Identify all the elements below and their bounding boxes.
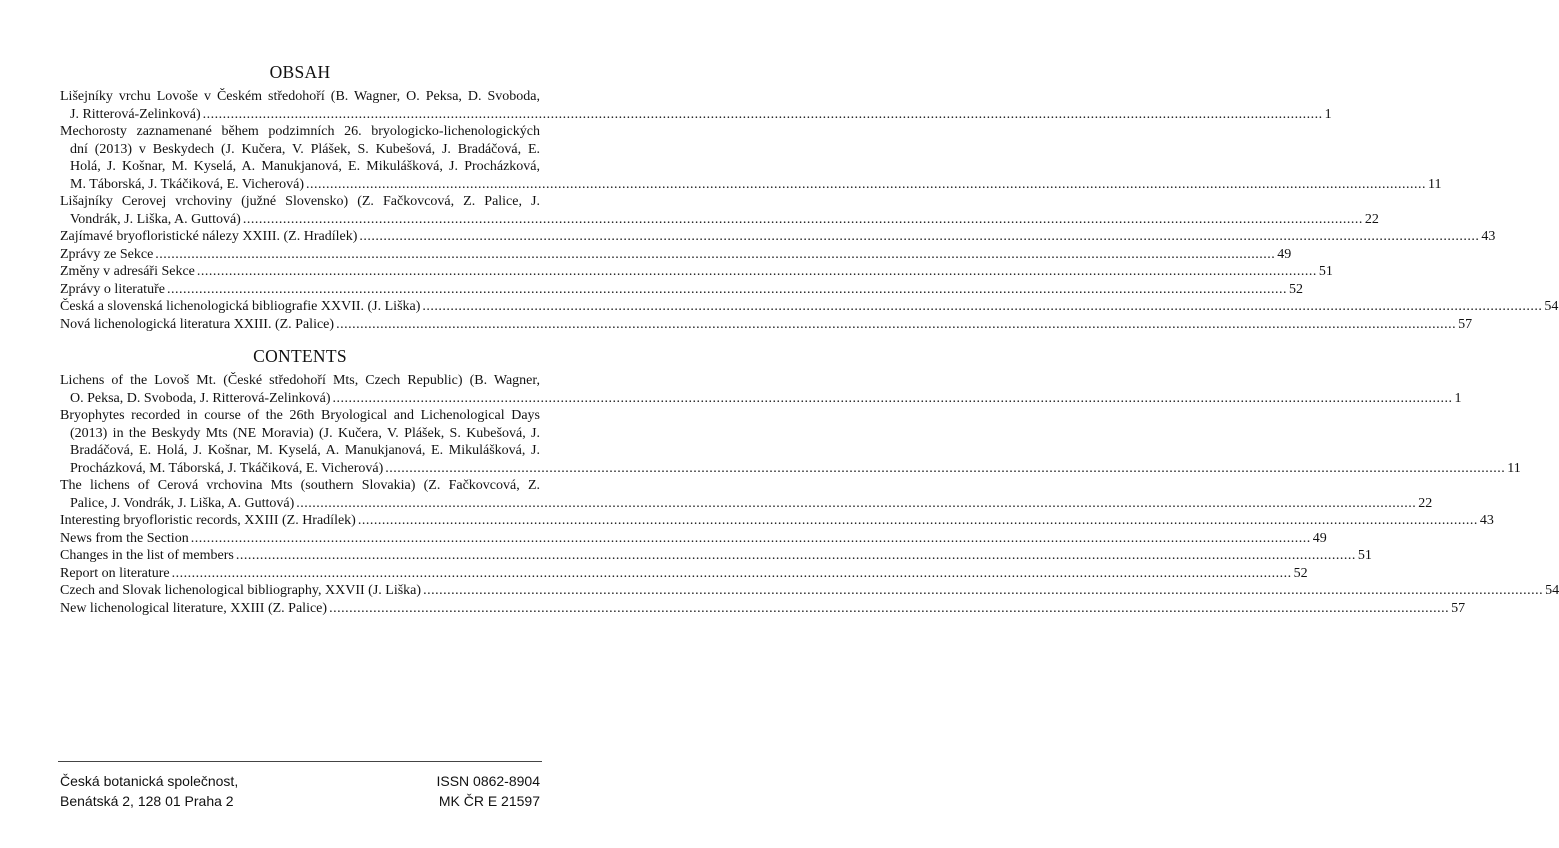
page-number: 22 [1364,211,1379,227]
entry-title: Česká a slovenská lichenologická bibliografie XXVII. (J. Liška) [60,299,421,314]
entry-title: M. Táborská, J. Tkáčiková, E. Vicherová) [70,176,304,192]
issn: ISSN 0862-8904 [436,773,540,789]
toc-entry [60,565,1308,583]
registration-number: MK ČR E 21597 [438,793,540,809]
dot-leader [243,211,1363,229]
dot-leader [422,298,1542,316]
publisher-street: Benátská 2, 128 01 Praha 2 [60,793,234,809]
page-number: 11 [1428,176,1442,192]
dot-leader [385,460,1505,478]
obsah-heading: OBSAH [269,62,331,82]
dot-leader [333,390,1453,408]
entry-title-line: (2013) in the Beskydy Mts (NE Moravia) (J. Kučera, V. Plášek, S. Kubešová, J. [70,425,540,441]
entry-title: News from the Section [60,530,189,546]
footer-divider [58,761,542,762]
entry-title: Zajímavé bryofloristické nálezy XXIII. (Z. Hradílek) [60,229,358,244]
page-number: 49 [1277,246,1292,262]
page-number: 57 [1458,316,1473,332]
entry-title-line: dní (2013) v Beskydech (J. Kučera, V. Plášek, S. Kubešová, J. Bradáčová, E. [70,141,540,157]
dot-leader [423,582,1543,600]
page-number: 43 [1481,229,1496,244]
dot-leader [155,246,1275,264]
entry-title: Změny v adresáři Sekce [60,264,195,279]
dot-leader [306,176,1426,194]
entry-title-line: Lišejníky vrchu Lovoše v Českém středohoří (B. Wagner, O. Peksa, D. Svoboda, [60,89,540,104]
toc-entry [60,372,1462,407]
entry-title: Czech and Slovak lichenological bibliography, XXVII (J. Liška) [60,583,422,598]
entry-title: Nová lichenologická literatura XXIII. (Z. Palice) [60,316,335,332]
entry-title: Vondrák, J. Liška, A. Guttová) [70,211,241,227]
page-number: 43 [1479,513,1494,528]
entry-title: Zprávy ze Sekce [60,246,154,262]
toc-entry [60,88,1332,123]
entry-title: New lichenological literature, XXIII (Z. Palice) [60,600,328,616]
entry-title: Changes in the list of members [60,548,234,563]
publication-ids [436,771,540,811]
toc-entry [60,477,1433,512]
toc-entry [60,600,1466,618]
entry-title-line: Bryophytes recorded in course of the 26th Bryological and Lichenological Days [60,408,540,423]
toc-entry [60,228,1496,246]
toc-entry [60,316,1473,334]
page-number: 49 [1312,530,1327,546]
page-number: 54 [1545,583,1559,598]
entry-title: J. Ritterová-Zelinková) [70,106,201,122]
dot-leader [203,106,1323,124]
toc-entry [60,193,1379,228]
toc-entry [60,407,1521,477]
entry-title-line: Lichens of the Lovoš Mt. (České středohoří Mts, Czech Republic) (B. Wagner, [60,373,540,388]
contents-heading: CONTENTS [253,346,347,366]
dot-leader [336,316,1456,334]
toc-entry [60,512,1494,530]
page-number: 51 [1318,264,1333,279]
page-number: 51 [1357,548,1372,563]
dot-leader [172,565,1292,583]
page-number: 1 [1454,390,1462,406]
dot-leader [296,495,1416,513]
publisher-name: Česká botanická společnost, [60,773,239,789]
entry-title: Procházková, M. Táborská, J. Tkáčiková, E. Vicherová) [70,460,384,476]
dot-leader [359,228,1479,246]
dot-leader [329,600,1449,618]
entry-title-line: Mechorosty zaznamenané během podzimních 26. bryologicko-lichenologických [60,124,540,139]
dot-leader [358,512,1478,530]
entry-title: Interesting bryofloristic records, XXIII (Z. Hradílek) [60,513,356,528]
toc-entry [60,123,1442,193]
dot-leader [197,263,1317,281]
publisher-address [60,771,238,811]
toc-entry [60,547,1372,565]
entry-title: Report on literature [60,565,170,581]
entry-title: Palice, J. Vondrák, J. Liška, A. Guttová) [70,495,295,511]
toc-entry [60,582,1559,600]
page-number: 11 [1507,460,1521,476]
page-number: 52 [1293,565,1308,581]
page-number: 1 [1324,106,1332,122]
toc-entry [60,281,1303,299]
entry-title-line: Holá, J. Košnar, M. Kyselá, A. Manukjanová, E. Mikulášková, J. Procházková, [70,159,540,174]
page-number: 57 [1451,600,1466,616]
page-number: 22 [1418,495,1433,511]
page-number: 54 [1544,299,1559,314]
contents-list [60,372,1559,617]
entry-title-line: Lišajníky Cerovej vrchoviny (južné Slovensko) (Z. Fačkovcová, Z. Palice, J. [60,194,540,209]
page-number: 52 [1288,281,1303,297]
obsah-list [60,88,1559,333]
toc-entry [60,530,1327,548]
entry-title-line: The lichens of Cerová vrchovina Mts (southern Slovakia) (Z. Fačkovcová, Z. [60,478,540,493]
entry-title: O. Peksa, D. Svoboda, J. Ritterová-Zelinková) [70,390,331,406]
entry-title-line: Bradáčová, E. Holá, J. Košnar, M. Kyselá, A. Manukjanová, E. Mikulášková, J. [70,443,540,458]
toc-entry [60,263,1333,281]
dot-leader [191,530,1311,548]
dot-leader [167,281,1287,299]
toc-entry [60,298,1559,316]
entry-title: Zprávy o literatuře [60,281,165,297]
toc-entry [60,246,1292,264]
dot-leader [236,547,1356,565]
